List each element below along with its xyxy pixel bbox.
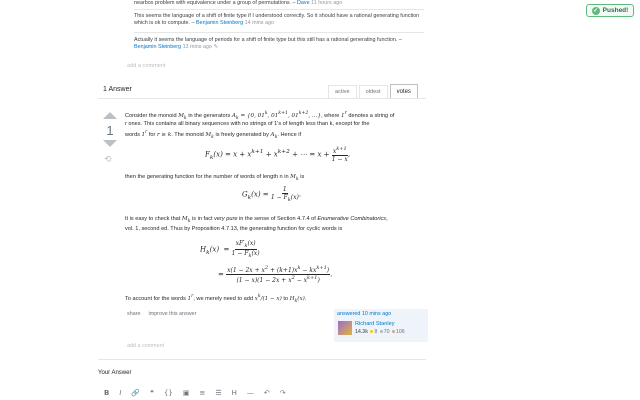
bold-icon[interactable]: B bbox=[104, 389, 110, 397]
comment-partial: nearbox problem with equivalence under a group of permutations. – Dave 11 hours ago bbox=[134, 0, 343, 6]
vote-count: 1 bbox=[106, 123, 114, 138]
tab-votes[interactable]: votes bbox=[390, 84, 418, 99]
add-comment-link[interactable]: add a comment bbox=[127, 343, 165, 349]
comment: This seems the language of a shift of finite type if I understood correctly. So it should have a rational generating function which is ok to compute. – Benjamin Steinberg 14 mins ago bbox=[134, 13, 420, 26]
silver-badge-icon bbox=[380, 330, 383, 333]
answer-paragraph: then the generating function for the number of words of length n in $M_k$ is bbox=[125, 174, 305, 183]
share-link[interactable]: share bbox=[127, 311, 141, 317]
equation-hk-expanded: = $\frac{x(1 - 2x + x^2 + (k+1)x^k - kx^{k+1})}{(1 - x)(1 - 2x + x^2 - x^{k+1})}$ . bbox=[218, 265, 333, 284]
section-divider bbox=[98, 359, 426, 360]
edit-icon[interactable]: ✎ bbox=[213, 44, 218, 50]
improve-answer-link[interactable]: improve this answer bbox=[148, 311, 197, 317]
post-menu bbox=[127, 311, 196, 317]
tab-active[interactable]: active bbox=[328, 85, 357, 99]
comment-text: Actually it seems the language of periods for a shift of finite type but this still has a rational generating function. bbox=[134, 37, 398, 43]
comment-user[interactable]: Benjamin Steinberg bbox=[134, 44, 182, 50]
gold-badge-icon bbox=[370, 330, 373, 333]
status-badge bbox=[586, 4, 634, 17]
user-reputation bbox=[355, 329, 405, 335]
answer-count: 1 Answer bbox=[103, 86, 132, 93]
comment-user[interactable]: Benjamin Steinberg bbox=[196, 20, 244, 26]
quote-icon[interactable]: ❝ bbox=[150, 389, 154, 397]
editor-toolbar bbox=[104, 389, 286, 397]
italic-icon[interactable]: I bbox=[119, 389, 122, 397]
user-card bbox=[334, 309, 428, 342]
comment-time: 14 mins ago bbox=[244, 20, 274, 26]
your-answer-heading: Your Answer bbox=[98, 370, 132, 376]
silver-count: 70 bbox=[383, 329, 390, 335]
equation-hk: $H_k(x)$ = $\frac{xF'_k(x)}{1 - F_k(x)}$ bbox=[200, 240, 260, 260]
bronze-count: 106 bbox=[396, 329, 405, 335]
answer-paragraph: words 1$^r$ for r ≥ k. The monoid $M_k$ is freely generated by $A_k$. Hence if bbox=[125, 130, 302, 140]
answer-paragraph: vol. 1, second ed. Thus by Proposition 4.7.13, the generating function for cyclic words is bbox=[125, 226, 343, 232]
add-comment-link[interactable]: add a comment bbox=[127, 63, 166, 69]
comment-time: 13 mins ago bbox=[182, 44, 212, 50]
answer-paragraph: Consider the monoid $M_k$ in the generators $A_k = \{0$, 01$^k$, $01^{k+1}$, $01^{k+2}$, …}, where 1$^r$ denotes a string of bbox=[125, 111, 395, 121]
reputation-score: 14.3k bbox=[355, 329, 368, 335]
ordered-list-icon[interactable]: ≡ bbox=[199, 389, 206, 397]
answer-paragraph: To account for the words 1$^r$, we merely need to add $x^k/(1 - x)$ to $H_k(x)$. bbox=[125, 294, 307, 304]
comment-divider bbox=[134, 32, 424, 33]
sort-tabs bbox=[328, 84, 418, 98]
comment-divider bbox=[134, 9, 424, 10]
user-name[interactable]: Richard Stanley bbox=[355, 321, 395, 327]
redo-icon[interactable]: ↷ bbox=[279, 389, 286, 397]
bronze-badge-icon bbox=[392, 330, 395, 333]
answer-paragraph: r ones. This contains all binary sequences with no strings of 1's of length less than k, except for the bbox=[125, 121, 370, 127]
undo-icon[interactable]: ↶ bbox=[263, 389, 270, 397]
status-badge-label: Pushed! bbox=[602, 7, 629, 14]
history-icon[interactable]: ⟲ bbox=[104, 154, 112, 164]
answered-time[interactable]: answered 10 mins ago bbox=[337, 311, 392, 317]
heading-icon[interactable]: H bbox=[231, 389, 237, 397]
check-icon: ✓ bbox=[593, 7, 599, 14]
avatar[interactable] bbox=[338, 321, 352, 335]
downvote-icon[interactable] bbox=[103, 140, 117, 147]
bulleted-list-icon[interactable]: ☰ bbox=[215, 389, 222, 397]
comment-user[interactable]: Dave bbox=[297, 0, 310, 6]
comment-text: nearbox problem with equivalence under a group of permutations. bbox=[134, 0, 292, 6]
image-icon[interactable]: ▣ bbox=[182, 389, 190, 397]
upvote-icon[interactable] bbox=[103, 112, 117, 119]
comment: Actually it seems the language of periods for a shift of finite type but this still has a rational generating function. – Benjamin Steinberg 13 mins ago ✎ bbox=[134, 37, 402, 50]
comment-text: This seems the language of a shift of finite type if I understood correctly. So it should have a rational generating function which is ok to compute. bbox=[134, 13, 420, 26]
equation-gk: $G_k(x)$ = $\frac{1}{1 - F_k(x)}$ . bbox=[242, 186, 302, 204]
comment-time: 11 hours ago bbox=[311, 0, 343, 6]
code-icon[interactable]: {} bbox=[163, 389, 173, 397]
rule-icon[interactable]: — bbox=[246, 389, 254, 397]
answer-paragraph: It is easy to check that $M_k$ is in fact very pure in the sense of Section 4.7.4 of Enumerative Combinatorics, bbox=[125, 216, 388, 225]
tabs-divider bbox=[98, 98, 426, 99]
gold-count: 8 bbox=[374, 329, 378, 335]
tab-oldest[interactable]: oldest bbox=[359, 85, 388, 99]
link-icon[interactable]: 🔗 bbox=[131, 389, 141, 397]
equation-fk: $F_k(x) = x + x^{k+1} + x^{k+2}$ + ⋯ = x + $\frac{x^{k+1}}{1 - x}$ , bbox=[205, 146, 351, 163]
